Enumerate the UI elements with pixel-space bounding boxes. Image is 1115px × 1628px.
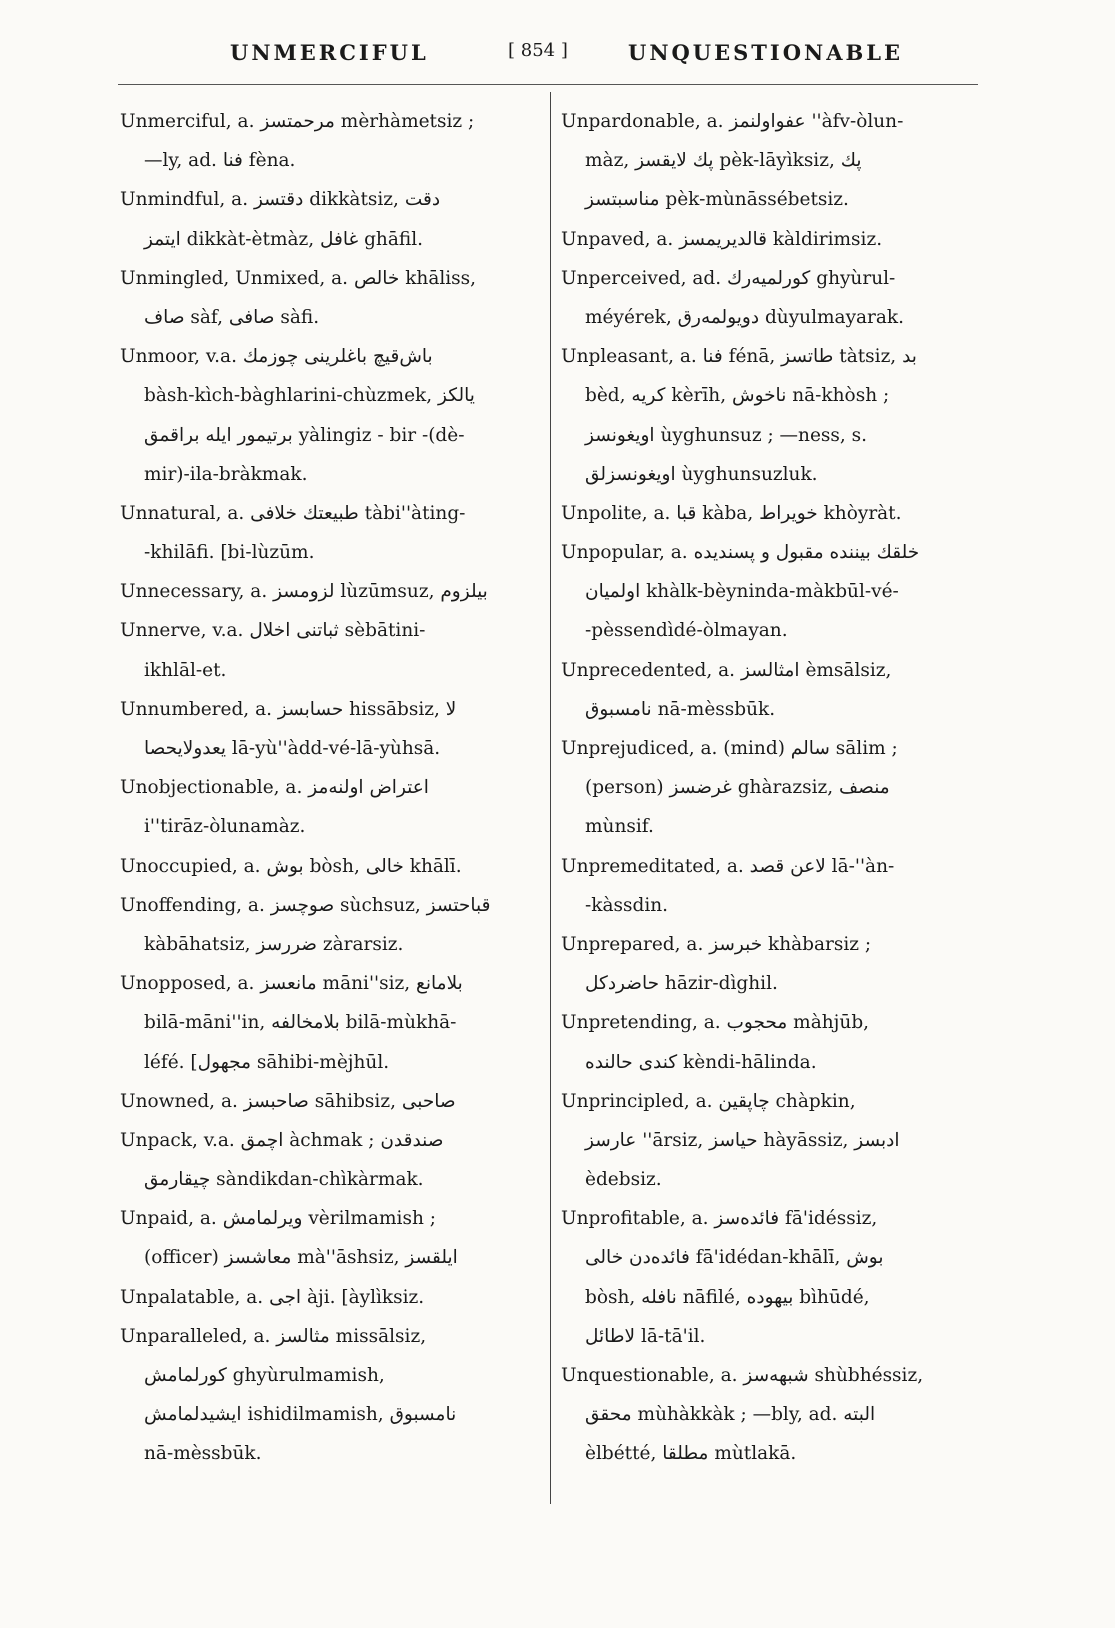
dictionary-line: یعدولایحصا lā-yù''àdd-vé-lā-yùhsā. (144, 738, 441, 759)
dictionary-line: Unpleasant, a. فنا fénā, طاتسز tàtsiz, بد (561, 346, 917, 368)
dictionary-line: bòsh, نافله nāfilé, بیهوده bìhūdé, (585, 1286, 870, 1308)
dictionary-line: Unpremeditated, a. لاعن قصد lā-''àn- (561, 855, 895, 877)
right-column (561, 102, 981, 1474)
dictionary-line: èdebsiz. (585, 1169, 662, 1191)
dictionary-line: Unoffending, a. صوچسز sùchsuz, قباحتسز (120, 894, 491, 916)
dictionary-line: mir)-ila-bràkmak. (144, 463, 308, 485)
running-header (120, 40, 990, 70)
dictionary-line: نامسبوق nā-mèssbūk. (585, 698, 776, 720)
header-first-word: UNMERCIFUL (230, 40, 429, 65)
dictionary-line: اویغونسز ùyghunsuz ; —ness, s. (585, 424, 868, 446)
dictionary-line: màz, پك لایقسز pèk-lāyìksiz, پك (585, 150, 862, 172)
dictionary-line: Unpardonable, a. عفواولنمز ''àfv-òlun- (561, 111, 904, 132)
dictionary-line: Unprofitable, a. فائده‌سز fā'idéssiz, (561, 1208, 878, 1230)
dictionary-line: Unpaid, a. ویرلمامش vèrilmamish ; (120, 1208, 436, 1230)
dictionary-line: مناسبتسز pèk-mùnāssébetsiz. (585, 189, 849, 211)
dictionary-line: mùnsif. (585, 816, 654, 838)
dictionary-line: Unnecessary, a. لزومسز lùzūmsuz, بیلزوم (120, 581, 488, 603)
dictionary-line: لاطائل lā-tā'il. (585, 1325, 706, 1347)
dictionary-line: Unparalleled, a. مثالسز missālsiz, (120, 1325, 427, 1347)
dictionary-line: Unprecedented, a. امثالسز èmsālsiz, (561, 659, 892, 681)
dictionary-line: (person) غرضسز ghàrazsiz, منصف (585, 777, 890, 799)
dictionary-line: Unpretending, a. محجوب màhjūb, (561, 1012, 870, 1034)
dictionary-line: méyérek, دویولمه‌رق dùyulmayarak. (585, 306, 905, 328)
dictionary-line: Unprincipled, a. چاپقین chàpkin, (561, 1090, 856, 1112)
dictionary-line: صاف sàf, صافی sàfi. (144, 306, 320, 328)
dictionary-line: Unmerciful, a. مرحمتسز mèrhàmetsiz ; (120, 111, 475, 132)
dictionary-line: bilā-māni''in, بلامخالفه bilā-mùkhā- (144, 1012, 457, 1034)
dictionary-line: Unmoor, v.a. باش‌قیچ باغلرینی چوزمك (120, 346, 433, 368)
dictionary-line: Unprepared, a. خبرسز khàbarsiz ; (561, 933, 872, 955)
dictionary-line: حاضردکل hāzir-dìghil. (585, 973, 778, 995)
dictionary-line: Unpaved, a. قالدیریمسز kàldirimsiz. (561, 228, 883, 250)
dictionary-line: Unnerve, v.a. ثباتنی اخلال sèbātini- (120, 620, 426, 642)
dictionary-line: Unowned, a. صاحبسز sāhibsiz, صاحبی (120, 1090, 456, 1112)
dictionary-line: Unmindful, a. دقتسز dikkàtsiz, دقت (120, 189, 441, 211)
dictionary-line: Unquestionable, a. شبهه‌سز shùbhéssiz, (561, 1365, 924, 1386)
dictionary-line: اویغونسزلق ùyghunsuzluk. (585, 463, 818, 485)
dictionary-line: Unperceived, ad. کورلمیه‌رك ghyùrul- (561, 267, 896, 289)
dictionary-line: i''tirāz-òlunamàz. (144, 816, 306, 838)
dictionary-line: bèd, کریه kèrīh, ناخوش nā-khòsh ; (585, 385, 890, 407)
dictionary-line: فائده‌دن خالی fā'idédan-khālī, بوش (585, 1247, 884, 1269)
dictionary-line: ایشیدلمامش ishidilmamish, نامسبوق (144, 1404, 457, 1426)
dictionary-line: Unoccupied, a. بوش bòsh, خالی khālī. (120, 855, 462, 877)
dictionary-line: کورلمامش ghyùrulmamish, (144, 1365, 385, 1386)
dictionary-line: ایتمز dikkàt-ètmàz, غافل ghāfil. (144, 228, 424, 250)
dictionary-line: Unpopular, a. خلقك بیننده مقبول و پسندیده (561, 542, 920, 564)
dictionary-line: ikhlāl-et. (144, 659, 227, 681)
dictionary-line: —ly, ad. فنا fèna. (144, 150, 296, 172)
dictionary-line: nā-mèssbūk. (144, 1443, 262, 1465)
dictionary-line: برتیمور ایله براقمق yàlingiz - bir -(dè- (144, 424, 465, 446)
dictionary-line: اولمیان khàlk-bèyninda-màkbūl-vé- (585, 581, 899, 603)
dictionary-line: Unpack, v.a. اچمق àchmak ; صندقدن (120, 1129, 444, 1151)
dictionary-line: èlbétté, مطلقا mùtlakā. (585, 1443, 797, 1465)
dictionary-line: Unnumbered, a. حسابسز hissābsiz, لا (120, 698, 457, 720)
dictionary-line: کندی حالنده kèndi-hālinda. (585, 1051, 817, 1073)
dictionary-line: kàbāhatsiz, ضررسز zàrarsiz. (144, 933, 404, 955)
header-last-word: UNQUESTIONABLE (628, 40, 904, 65)
page-number: [ 854 ] (508, 40, 568, 61)
dictionary-line: Unobjectionable, a. اعتراض اولنه‌مز (120, 777, 429, 799)
dictionary-line: Unprejudiced, a. (mind) سالم sālim ; (561, 738, 898, 759)
dictionary-line: -kàssdin. (585, 894, 669, 916)
left-column (120, 102, 540, 1474)
dictionary-line: چیقارمق sàndikdan-chìkàrmak. (144, 1169, 424, 1191)
dictionary-line: Unpolite, a. قبا kàba, خویراط khòyràt. (561, 502, 902, 524)
dictionary-line: Unpalatable, a. اجی àji. [àylìksiz. (120, 1286, 425, 1308)
dictionary-line: -pèssendìdé-òlmayan. (585, 620, 788, 642)
dictionary-line: -khilāfi. [bi-lùzūm. (144, 542, 315, 564)
column-divider (550, 92, 551, 1504)
dictionary-line: (officer) معاشسز mà''āshsiz, ایلقسز (144, 1247, 458, 1269)
dictionary-line: محقق mùhàkkàk ; —bly, ad. البته (585, 1404, 876, 1426)
dictionary-line: عارسز ''ārsiz, حیاسز hàyāssiz, ادبسز (585, 1129, 900, 1151)
dictionary-line: Unnatural, a. طبیعتك خلافی tàbi''àting- (120, 502, 466, 524)
dictionary-line: léfé. [مجهول sāhibi-mèjhūl. (144, 1051, 390, 1073)
header-rule (118, 84, 978, 85)
dictionary-line: Unopposed, a. مانعسز māni''siz, بلامانع (120, 973, 463, 995)
dictionary-line: bàsh-kìch-bàghlarini-chùzmek, یالکز (144, 385, 475, 407)
dictionary-line: Unmingled, Unmixed, a. خالص khāliss, (120, 267, 477, 289)
